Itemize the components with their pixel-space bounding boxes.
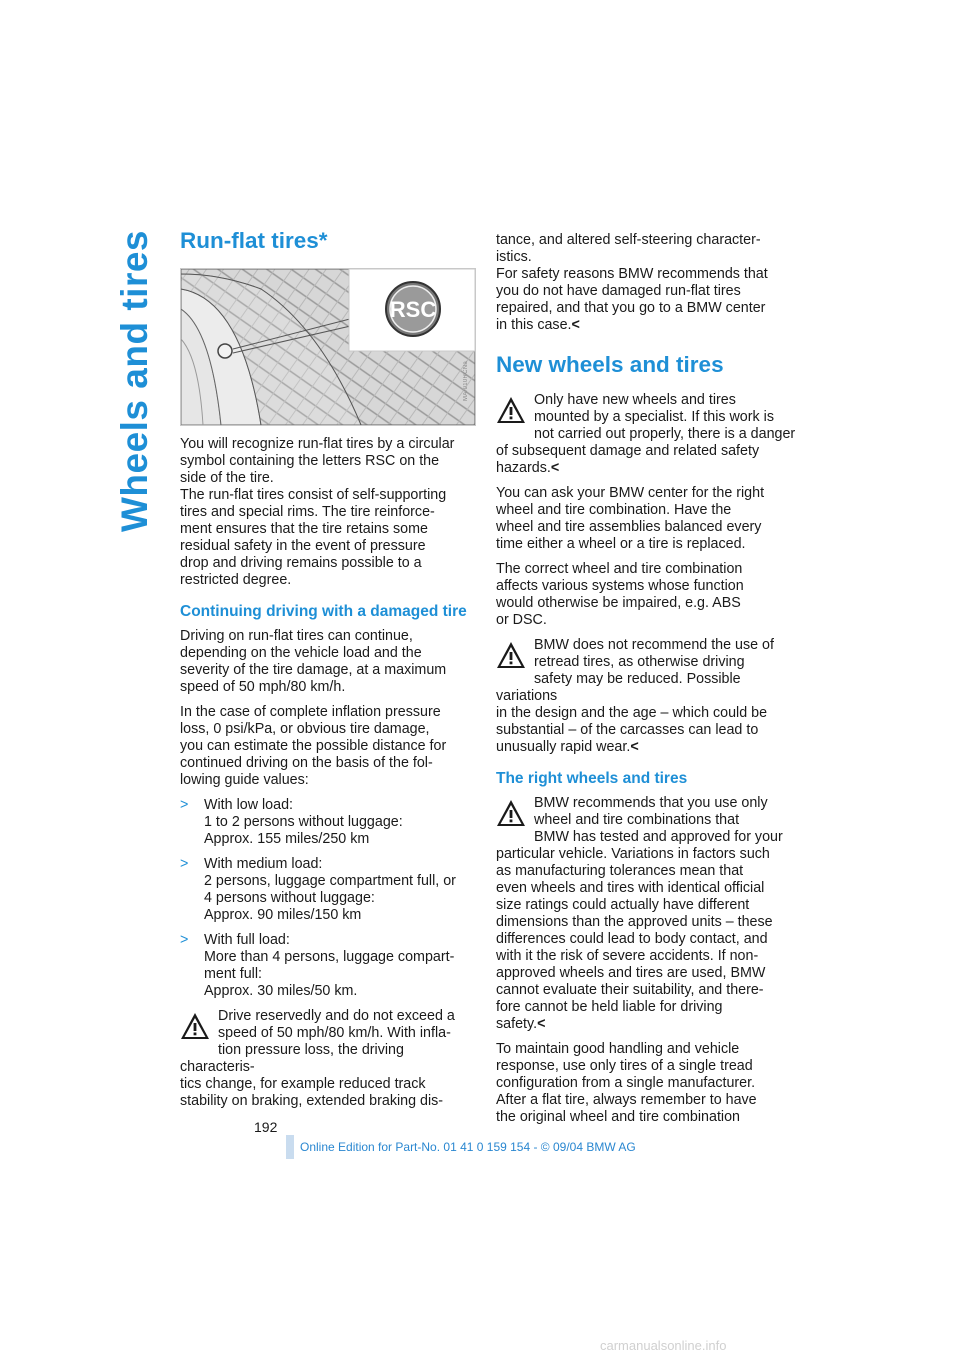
online-edition-note: Online Edition for Part-No. 01 41 0 159 154 - © 09/04 BMW AG [300,1140,636,1154]
text-line: ment ensures that the tire retains some [180,521,428,537]
text-line: even wheels and tires with identical official [496,880,765,896]
text-line: BMW recommends that you use only [534,795,768,811]
warning-text [180,1042,480,1110]
footer-bar [286,1135,294,1159]
warning-triangle-icon [496,640,526,670]
section-title-new-wheels: New wheels and tires [496,352,724,377]
text-line: dimensions than the approved units – these [496,914,773,930]
text-line: You can ask your BMW center for the right [496,485,765,501]
text-line: To maintain good handling and vehicle [496,1041,740,1057]
text-line: tics change, for example reduced track [180,1076,426,1092]
text-line: The correct wheel and tire combination [496,561,743,577]
guide-values-list [180,797,480,1000]
text-line: 1 to 2 persons without luggage: [204,814,403,830]
text-line: Approx. 90 miles/150 km [204,907,362,923]
text-line: Approx. 30 miles/50 km. [204,983,358,999]
text-line: of subsequent damage and related safety [496,443,760,459]
text-line: in the design and the age – which could be [496,705,768,721]
text-line: particular vehicle. Variations in factors such [496,846,770,862]
list-item [180,856,480,924]
text-line: continued driving on the basis of the fol- [180,755,433,771]
text-line: or DSC. [496,612,547,628]
warning-text [496,426,796,477]
text-line: You will recognize run-flat tires by a circular [180,436,455,452]
warning-note [496,795,796,1033]
text-line: as manufacturing tolerances mean that [496,863,744,879]
warning-triangle-icon [496,798,526,828]
subsection-title-right-wheels: The right wheels and tires [496,770,688,787]
text-line: Driving on run-flat tires can continue, [180,628,413,644]
text-line: substantial – of the carcasses can lead to [496,722,759,738]
list-marker: > [180,797,189,813]
text-line: you can estimate the possible distance for [180,738,447,754]
list-marker: > [180,856,189,872]
text-line: differences could lead to body contact, and [496,931,768,947]
text-line: configuration from a single manufacturer. [496,1075,756,1091]
text-line: restricted degree. [180,572,292,588]
end-mark: < [537,1016,546,1032]
text-line: 4 persons without luggage: [204,890,375,906]
warning-indented-text [496,795,796,829]
tire-drawing [181,269,475,425]
warning-note [496,392,796,477]
text-line: tance, and altered self-steering character- [496,232,761,248]
paragraph [496,485,796,553]
text-line: retread tires, as otherwise driving [534,654,745,670]
text-line: The run-flat tires consist of self-supporting [180,487,447,503]
text-line: residual safety in the event of pressure [180,538,426,554]
text-line: For safety reasons BMW recommends that [496,266,768,282]
text-line: stability on braking, extended braking dis- [180,1093,444,1109]
text-line: With full load: [204,932,290,948]
warning-triangle-icon [180,1011,210,1041]
text-line: would otherwise be impaired, e.g. ABS [496,595,741,611]
text-line: unusually rapid wear.< [496,739,639,755]
warning-note [496,637,796,756]
text-line: mounted by a specialist. If this work is [534,409,774,425]
subsection-title-continuing: Continuing driving with a damaged tire [180,603,467,620]
text-line: BMW has tested and approved for your [534,829,783,845]
text-line: drop and driving remains possible to a [180,555,422,571]
text-line: istics. [496,249,532,265]
text-line: fore cannot be held liable for driving [496,999,723,1015]
run-flat-tire-illustration [180,268,476,426]
continuation-paragraph [496,232,796,334]
list-item [180,797,480,848]
list-marker: > [180,932,189,948]
watermark: carmanualsonline.info [600,1338,727,1353]
paragraph [180,704,480,789]
figure-code: MA/010RCNa [463,361,469,402]
text-line: Approx. 155 miles/250 km [204,831,370,847]
text-line: cannot evaluate their suitability, and there- [496,982,764,998]
warning-triangle-icon [496,395,526,425]
text-line: repaired, and that you go to a BMW center [496,300,766,316]
text-line: speed of 50 mph/80 km/h. With infla- [218,1025,451,1041]
text-line: 2 persons, luggage compartment full, or [204,873,456,889]
text-line: speed of 50 mph/80 km/h. [180,679,346,695]
text-line: wheel and tire combination. Have the [496,502,732,518]
text-line: lowing guide values: [180,772,309,788]
text-line: After a flat tire, always remember to have [496,1092,757,1108]
page-number: 192 [254,1119,278,1135]
text-line: in this case.< [496,317,580,333]
end-mark: < [550,460,560,476]
text-line: safety.< [496,1016,546,1032]
warning-note [180,1008,480,1110]
text-line: depending on the vehicle load and the [180,645,422,661]
text-line: More than 4 persons, luggage compart- [204,949,455,965]
text-line: approved wheels and tires are used, BMW [496,965,766,981]
paragraph [180,628,480,696]
warning-indented-text [180,1008,480,1042]
rsc-badge-text: RSC [389,297,437,322]
text-line: time either a wheel or a tire is replaced. [496,536,746,552]
intro-paragraph [180,436,480,589]
text-line: loss, 0 psi/kPa, or obvious tire damage, [180,721,430,737]
text-line: tion pressure loss, the driving characteris- [180,1042,404,1075]
text-line: size ratings could actually have different [496,897,750,913]
section-tab: Wheels and tires [114,230,155,533]
text-line: you do not have damaged run-flat tires [496,283,741,299]
text-line: response, use only tires of a single tread [496,1058,753,1074]
text-line: hazards.< [496,460,560,476]
text-line: not carried out properly, there is a danger [534,426,796,442]
text-line: In the case of complete inflation pressure [180,704,441,720]
end-mark: < [630,739,639,755]
text-line: with it the risk of severe accidents. If non- [496,948,759,964]
text-line: tires and special rims. The tire reinforce- [180,504,435,520]
text-line: wheel and tire assemblies balanced every [496,519,762,535]
text-line: severity of the tire damage, at a maximum [180,662,447,678]
text-line: wheel and tire combinations that [534,812,740,828]
section-title-run-flat: Run-flat tires* [180,228,328,253]
text-line: BMW does not recommend the use of [534,637,774,653]
left-column [180,228,480,1118]
list-item [180,932,480,1000]
text-line: symbol containing the letters RSC on the [180,453,440,469]
text-line: safety may be reduced. Possible variations [496,671,741,704]
text-line: the original wheel and tire combination [496,1109,740,1125]
right-column [496,232,796,1134]
warning-text [496,829,796,1033]
paragraph [496,561,796,629]
text-line: ment full: [204,966,263,982]
text-line: Drive reservedly and do not exceed a [218,1008,455,1024]
text-line: Only have new wheels and tires [534,392,736,408]
text-line: With low load: [204,797,293,813]
warning-text [496,671,796,756]
end-mark: < [571,317,580,333]
warning-indented-text [496,637,796,671]
paragraph [496,1041,796,1126]
text-line: side of the tire. [180,470,274,486]
warning-indented-text [496,392,796,426]
text-line: affects various systems whose function [496,578,744,594]
text-line: With medium load: [204,856,323,872]
